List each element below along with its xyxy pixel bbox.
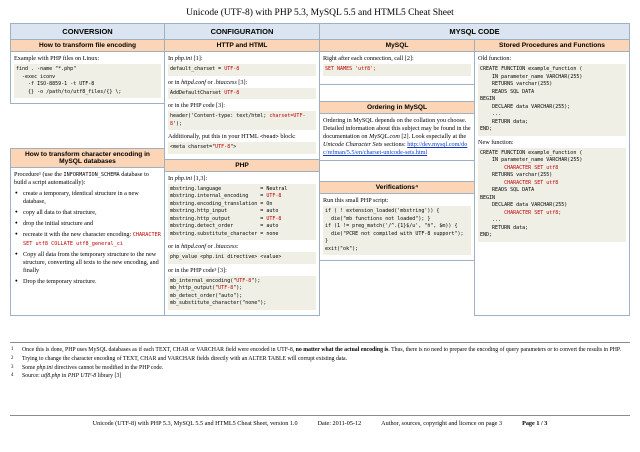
- paragraph: [168, 267, 316, 275]
- code-line: CREATE FUNCTION example_function (: [480, 149, 583, 156]
- paragraph: [168, 102, 316, 110]
- paragraph: [14, 171, 161, 187]
- spacer: [319, 261, 475, 316]
- code-line: [170, 285, 314, 293]
- text-segment: [1,3]:: [192, 174, 208, 182]
- text-segment: UTF-8: [266, 215, 282, 222]
- footer-date: Date: 2011-05-12: [317, 420, 362, 428]
- section-mysql: [319, 51, 475, 85]
- text-segment: CHARACTER SET utf8 COLLATE utf8_general_ci: [23, 232, 161, 247]
- column-stored-procedures: [474, 39, 630, 316]
- text-segment: or: [205, 243, 215, 251]
- section-header-http-html: HTTP and HTML: [164, 39, 320, 52]
- list-item: ● drop the initial structure and: [14, 220, 161, 228]
- footnotes: [10, 342, 630, 381]
- footnote: [10, 356, 630, 364]
- code-line: RETURNS varchar(255): [480, 172, 553, 179]
- footnote-number: 2: [11, 355, 14, 361]
- text-segment: Procedure¹ (use the: [14, 171, 64, 179]
- section-header-file-encoding: How to transform file encoding: [10, 39, 165, 52]
- code-line: [170, 113, 314, 128]
- code-line: DECLARE data VARCHAR(255);: [480, 103, 571, 110]
- code-line: RETURN data;: [480, 118, 529, 125]
- page-footer: [10, 415, 630, 427]
- text-segment: . Thus, there is no need to prepare the encoding of query parameters or to convert the results in PHP.: [388, 346, 621, 353]
- text-segment: SET NAMES 'utf8';: [325, 66, 377, 73]
- code-line: if (1 != preg_match('/^.{1}$/u', "ñ", $m)) {: [325, 223, 458, 230]
- doc-link[interactable]: http://dev.mysql.com/doc/refman/5.5/en/charset-unicode-sets.html: [323, 141, 468, 157]
- text-segment: CHARACTER SET utf8;: [480, 209, 562, 216]
- text-segment: sections:: [382, 141, 408, 149]
- paragraph: [323, 197, 471, 205]
- text-segment: UTF-8: [236, 277, 252, 284]
- text-segment: Trying to change the character encoding of TEXT, CHAR and VARCHAR fields directly with an ALTER TABLE will corrupt existing data.: [22, 355, 348, 362]
- text-segment: UTF-8: [266, 193, 282, 200]
- footnote-text: [22, 373, 630, 381]
- code-line: -f ISO-8859-1 -t UTF-8: [16, 81, 95, 88]
- text-segment: no matter what the actual encoding is: [295, 346, 389, 353]
- code-line: -exec iconv: [16, 73, 56, 80]
- section-header-mysql-char-encoding: How to transform character encoding in MySQL databases: [10, 148, 165, 168]
- code-block: [168, 64, 316, 76]
- text-segment: php.ini: [174, 55, 193, 62]
- code-block: [168, 252, 316, 264]
- code-line: [480, 210, 624, 218]
- section-header-mysql: MySQL: [319, 39, 475, 52]
- code-line: IN parameter_name VARCHAR(255): [480, 157, 583, 164]
- list-item: ● copy all data to that structure,: [14, 209, 161, 217]
- spacer: [319, 85, 475, 101]
- list-item: ● create a temporary, identical structure in a new database,: [14, 190, 161, 206]
- footnote: [10, 373, 630, 381]
- footnote-text: [22, 365, 630, 373]
- code-line: ...: [480, 217, 502, 224]
- section-header-stored-procs: Stored Procedures and Functions: [474, 39, 630, 52]
- text-segment: default_charset =: [170, 66, 225, 73]
- code-block: [168, 111, 316, 130]
- footnote: [10, 365, 630, 373]
- section-mysql-char-encoding: [10, 167, 165, 316]
- text-segment: or in the PHP code³ [3]:: [168, 266, 227, 274]
- code-line: [480, 180, 624, 188]
- code-line: [480, 165, 624, 173]
- text-segment: php.ini: [174, 174, 193, 182]
- column-conversion: [10, 39, 165, 316]
- text-segment: Some: [22, 364, 37, 371]
- code-line: END;: [480, 232, 493, 239]
- section-header-verifications: Verifications⁴: [319, 181, 475, 194]
- code-line: ...: [480, 111, 502, 118]
- code-block: [168, 184, 316, 241]
- paragraph: [168, 175, 316, 183]
- column-mysql: [319, 39, 475, 316]
- footnote-number: 3: [11, 364, 14, 370]
- text-segment: library [3]: [96, 373, 122, 380]
- text-segment: database to build a script automatically):: [14, 171, 149, 187]
- list-item: [14, 231, 161, 247]
- footnote-number: 1: [11, 346, 14, 352]
- text-segment: recreate it with the new character encoding:: [23, 231, 133, 239]
- code-line: CREATE FUNCTION example_function (: [480, 66, 583, 73]
- code-line: if ( ! extension_loaded('mbstring')) {: [325, 208, 440, 215]
- text-segment: mbstring.http_output =: [170, 215, 267, 222]
- text-segment: [1]:: [192, 55, 203, 62]
- text-segment: utf8.php: [41, 373, 61, 380]
- paragraph: [323, 55, 471, 63]
- text-segment: CHARACTER SET utf8: [480, 164, 559, 171]
- text-segment: directives cannot be modified in the PHP code.: [52, 364, 164, 371]
- spacer: [10, 104, 165, 148]
- code-line: {} -o /path/to/utf8_files/{} \;: [16, 88, 122, 95]
- text-segment: In: [168, 174, 175, 182]
- code-line: [170, 278, 314, 286]
- code-line: mbstring.encoding_translation = On: [170, 200, 273, 207]
- footer-doc-title: Unicode (UTF-8) with PHP 5.3, MySQL 5.5 and HTML5 Cheat Sheet, version 1.0: [92, 420, 298, 428]
- paragraph: [168, 55, 316, 63]
- section-stored-procs: [474, 51, 630, 316]
- text-segment: UTF-8: [224, 89, 240, 96]
- text-segment: Additionally, put this in your HTML: [168, 133, 261, 141]
- text-segment: <meta charset=": [170, 144, 216, 151]
- footnote-text: [22, 356, 630, 364]
- code-line: mb_substitute_character("none");: [170, 300, 267, 307]
- text-segment: ");: [251, 277, 261, 284]
- text-segment: in: [60, 373, 68, 380]
- paragraph: [168, 79, 316, 87]
- text-segment: MySQL.com: [369, 133, 400, 141]
- code-line: find . -name "*.php": [16, 66, 77, 73]
- code-line: exit("ok");: [325, 245, 359, 252]
- code-line: mbstring.detect_order = auto: [170, 223, 279, 230]
- code-line: [170, 216, 314, 224]
- text-segment: Ordering in MySQL depends on the collation you choose. Detailed information about this subject may be found in the documentation on: [323, 117, 471, 141]
- section-header-ordering: Ordering in MySQL: [319, 101, 475, 114]
- paragraph: [168, 133, 316, 141]
- section-verifications: [319, 193, 475, 261]
- text-segment: [3]:: [236, 78, 248, 86]
- text-segment: ");: [233, 285, 243, 292]
- code-block: [14, 64, 161, 98]
- code-line: READS SQL DATA: [480, 88, 535, 95]
- code-line: die("mb functions not loaded"); }: [325, 215, 431, 222]
- text-segment: mb_internal_encoding(": [170, 277, 237, 284]
- code-line: mb_detect_order("auto");: [170, 292, 243, 299]
- text-segment: PHP UTF-8: [67, 373, 97, 380]
- code-line: php_value <php.ini directive> <value>: [170, 254, 282, 261]
- code-line: mbstring.language = Neutral: [170, 185, 288, 192]
- code-line: END;: [480, 126, 493, 133]
- footer-author-note: Author, sources, copyright and licence on page 3: [381, 420, 503, 428]
- code-line: READS SQL DATA: [480, 187, 535, 194]
- paragraph: [14, 55, 161, 63]
- text-segment: or in: [168, 243, 182, 251]
- column-configuration: [164, 39, 320, 316]
- text-segment: INFORMATION_SCHEMA: [63, 172, 120, 179]
- header-mysql-code: MYSQL CODE: [319, 23, 630, 40]
- text-segment: Source:: [22, 373, 42, 380]
- text-segment: ');: [173, 120, 183, 127]
- text-segment: In: [168, 55, 175, 62]
- code-block: [168, 142, 316, 154]
- section-ordering: [319, 113, 475, 161]
- code-block: [323, 206, 471, 255]
- code-line: RETURNS varchar(255): [480, 81, 553, 88]
- code-line: BEGIN: [480, 96, 496, 103]
- code-block: [478, 64, 626, 136]
- text-segment: Right after each connection, call [2]:: [323, 55, 414, 62]
- text-segment: mbstring.internal_encoding =: [170, 193, 267, 200]
- text-segment: Run this small PHP script:: [323, 197, 389, 205]
- text-segment: UTF-8: [215, 144, 231, 151]
- paragraph: [478, 139, 626, 147]
- text-segment: CHARACTER SET utf8: [480, 179, 559, 186]
- text-segment: mb_http_output(": [170, 285, 219, 292]
- paragraph: [478, 55, 626, 63]
- text-segment: httpd.conf: [181, 243, 206, 251]
- footnote: [10, 347, 630, 355]
- bullet-list: [14, 190, 161, 286]
- text-segment: or: [205, 78, 215, 86]
- code-line: [170, 144, 314, 152]
- text-segment: Once this is done, PHP uses MySQL databases as if each TEXT, CHAR or VARCHAR field were encoded in UTF-8,: [22, 346, 296, 353]
- code-block: [168, 88, 316, 100]
- text-segment: New function:: [478, 138, 514, 146]
- text-segment: charset=UTF-8: [170, 113, 306, 127]
- text-segment: [2]. Look especially at the: [399, 133, 467, 141]
- footer-page-number: Page 1 / 3: [522, 420, 548, 428]
- text-segment: <head>: [260, 134, 279, 141]
- header-configuration: CONFIGURATION: [164, 23, 320, 40]
- code-line: RETURN data;: [480, 224, 529, 231]
- text-segment: Old function:: [478, 55, 512, 62]
- text-segment: or in the PHP code [3]:: [168, 102, 225, 110]
- code-line: mbstring.http_input = auto: [170, 208, 279, 215]
- code-line: BEGIN: [480, 194, 496, 201]
- code-block: [478, 148, 626, 242]
- section-header-php: PHP: [164, 159, 320, 172]
- header-conversion: CONVERSION: [10, 23, 165, 40]
- text-segment: Unicode Character Sets: [323, 141, 383, 149]
- table-body: [10, 39, 630, 316]
- code-line: [325, 66, 469, 74]
- footnote-text: [22, 347, 630, 355]
- text-segment: block:: [278, 133, 296, 141]
- section-php: [164, 171, 320, 316]
- table-header-row: [10, 23, 630, 40]
- code-block: [323, 64, 471, 76]
- text-segment: .htaccess: [214, 78, 237, 86]
- paragraph: [168, 243, 316, 251]
- section-file-encoding: [10, 51, 165, 104]
- text-segment: .htaccess: [214, 243, 237, 251]
- page-title: Unicode (UTF-8) with PHP 5.3, MySQL 5.5 and HTML5 Cheat Sheet: [186, 8, 454, 18]
- paragraph: [323, 117, 471, 157]
- code-line: die("PCRE not compiled with UTF-8 support"); }: [325, 230, 467, 245]
- code-line: mbstring.substitute_character = none: [170, 230, 279, 237]
- text-segment: UTF-8: [218, 285, 234, 292]
- text-segment: httpd.conf: [181, 78, 206, 86]
- footnote-number: 4: [11, 373, 14, 379]
- code-line: [170, 66, 314, 74]
- text-segment: php.ini: [36, 364, 53, 371]
- section-http-html: [164, 51, 320, 160]
- code-line: IN parameter_name VARCHAR(255): [480, 73, 583, 80]
- text-segment: AddDefaultCharset: [170, 89, 225, 96]
- code-line: DECLARE data VARCHAR(255): [480, 202, 568, 209]
- list-item: ● Copy all data from the temporary structure to the new structure, converting all texts to the new encoding, and finally: [14, 251, 161, 275]
- list-item: ● Drop the temporary structure.: [14, 278, 161, 286]
- code-line: [170, 90, 314, 98]
- code-line: [170, 193, 314, 201]
- text-segment: or in: [168, 78, 182, 86]
- text-segment: header('Content-type: text/html;: [170, 113, 270, 120]
- code-block: [168, 276, 316, 310]
- spacer: [319, 161, 475, 181]
- text-segment: Example with PHP files on Linux:: [14, 55, 100, 62]
- text-segment: UTF-8: [224, 66, 240, 73]
- text-segment: :: [236, 243, 239, 251]
- text-segment: ">: [230, 144, 237, 151]
